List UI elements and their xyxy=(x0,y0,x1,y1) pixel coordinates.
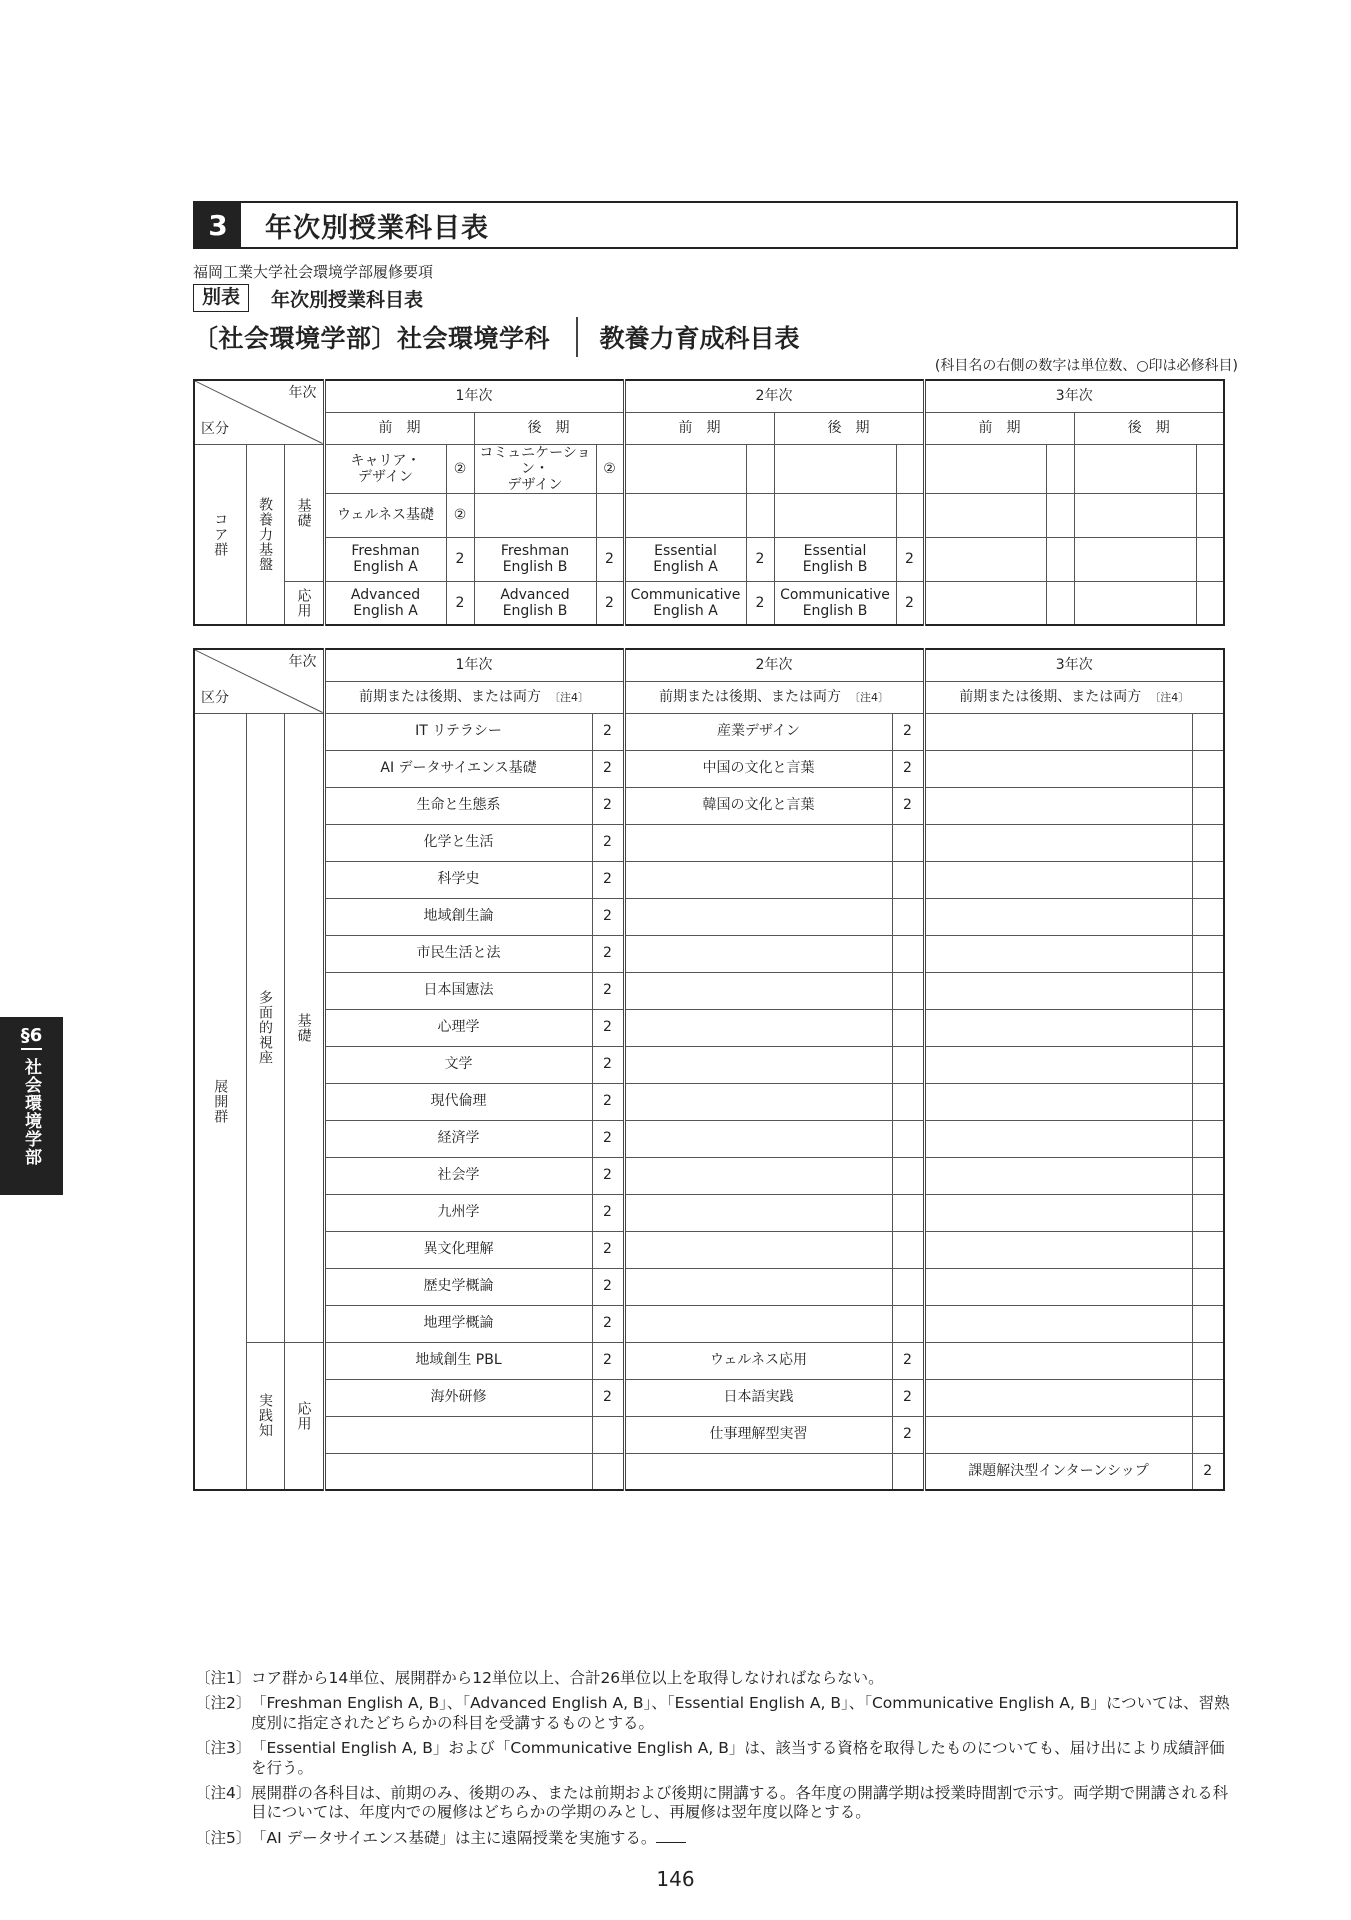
credit-cell xyxy=(892,824,924,861)
credit-cell xyxy=(1046,581,1074,625)
course-cell xyxy=(924,787,1192,824)
credit-cell xyxy=(892,1120,924,1157)
credit-cell xyxy=(746,493,774,537)
course-cell xyxy=(624,1268,892,1305)
credit-cell xyxy=(1192,861,1224,898)
credit-cell xyxy=(1192,1120,1224,1157)
course-cell xyxy=(1074,493,1196,537)
credit-cell: 2 xyxy=(592,824,624,861)
credit-cell: 2 xyxy=(592,1194,624,1231)
table-row xyxy=(194,1046,1224,1083)
credit-cell xyxy=(596,493,624,537)
credit-cell: 2 xyxy=(592,1083,624,1120)
course-cell xyxy=(924,972,1192,1009)
credit-cell: 2 xyxy=(592,1046,624,1083)
credit-cell: 2 xyxy=(1192,1453,1224,1490)
credit-cell: 2 xyxy=(896,537,924,581)
appendix-title: 年次別授業科目表 xyxy=(271,288,424,311)
credit-cell: 2 xyxy=(446,537,474,581)
credit-cell xyxy=(1192,750,1224,787)
table-row xyxy=(194,972,1224,1009)
course-cell: 地域創生 PBL xyxy=(324,1342,592,1379)
credit-cell xyxy=(892,1083,924,1120)
credit-cell xyxy=(1196,444,1224,493)
note-item xyxy=(195,1829,1235,1848)
course-cell: 歴史学概論 xyxy=(324,1268,592,1305)
credit-cell xyxy=(1192,1157,1224,1194)
year-label: 年次 xyxy=(288,385,317,401)
table-row xyxy=(194,1268,1224,1305)
table-row xyxy=(194,1009,1224,1046)
course-cell: Communicative English B xyxy=(774,581,896,625)
course-cell: Essential English A xyxy=(624,537,746,581)
course-cell xyxy=(924,1083,1192,1120)
course-cell xyxy=(924,493,1046,537)
table-row xyxy=(194,787,1224,824)
credit-cell xyxy=(1046,444,1074,493)
course-cell: ウェルネス基礎 xyxy=(324,493,446,537)
credit-cell: 2 xyxy=(592,972,624,1009)
credit-cell xyxy=(1196,493,1224,537)
credit-cell xyxy=(1192,935,1224,972)
course-cell: Freshman English A xyxy=(324,537,446,581)
course-cell: 韓国の文化と言葉 xyxy=(624,787,892,824)
course-cell xyxy=(324,1416,592,1453)
subgroup-label-multi-view: 多面的視座 xyxy=(246,713,284,1342)
term-header: 後 期 xyxy=(474,412,624,444)
course-cell xyxy=(924,1120,1192,1157)
type-label-applied: 応用 xyxy=(284,581,324,625)
course-cell xyxy=(1074,581,1196,625)
course-cell xyxy=(774,444,896,493)
credit-cell: ② xyxy=(596,444,624,493)
credit-cell: 2 xyxy=(896,581,924,625)
appendix-row xyxy=(193,284,423,312)
course-cell xyxy=(624,493,746,537)
credit-cell xyxy=(1192,1194,1224,1231)
credit-cell: 2 xyxy=(592,935,624,972)
course-cell: 市民生活と法 xyxy=(324,935,592,972)
course-cell xyxy=(774,493,896,537)
credit-cell xyxy=(1192,787,1224,824)
note-item xyxy=(195,1669,1235,1688)
subgroup-label-liberal-base: 教養力基盤 xyxy=(246,444,284,625)
note-text: 「Freshman English A, B」、「Advanced English A, B」、「Essential English A, B」、「Communicative English A, B」については、習熟度別に指定されたどちらかの科目を受講するものとする。 xyxy=(251,1694,1230,1732)
appendix-label: 別表 xyxy=(193,284,249,312)
table-row xyxy=(194,861,1224,898)
department-title: 〔社会環境学部〕社会環境学科 xyxy=(193,324,551,353)
group-label-core: コア群 xyxy=(194,444,246,625)
course-cell: 化学と生活 xyxy=(324,824,592,861)
course-cell: 課題解決型インターンシップ xyxy=(924,1453,1192,1490)
credit-cell: 2 xyxy=(592,1009,624,1046)
note-label: 〔注5〕 xyxy=(195,1828,252,1847)
course-cell xyxy=(1074,537,1196,581)
course-cell xyxy=(324,1453,592,1490)
note-label: 〔注2〕 xyxy=(195,1694,252,1713)
credit-cell: 2 xyxy=(592,1157,624,1194)
credit-cell xyxy=(892,1231,924,1268)
course-cell: キャリア・ デザイン xyxy=(324,444,446,493)
course-cell: Freshman English B xyxy=(474,537,596,581)
corner-header-cell xyxy=(194,380,324,444)
credit-cell xyxy=(892,1305,924,1342)
section-title: 年次別授業科目表 xyxy=(265,212,489,244)
note-label: 〔注4〕 xyxy=(195,1783,252,1802)
course-cell xyxy=(924,1046,1192,1083)
credit-cell xyxy=(892,1268,924,1305)
course-cell xyxy=(924,1009,1192,1046)
credit-cell xyxy=(896,444,924,493)
credit-cell xyxy=(1192,1231,1224,1268)
core-group-table xyxy=(193,379,1225,626)
course-cell: ウェルネス応用 xyxy=(624,1342,892,1379)
credit-cell xyxy=(1192,1268,1224,1305)
credit-cell: 2 xyxy=(746,537,774,581)
year1-header: 1年次 xyxy=(324,649,624,681)
table-row xyxy=(194,1453,1224,1490)
note-text: 「Essential English A, B」および「Communicative English A, B」は、該当する資格を取得したものについても、届け出により成績評価を行う。 xyxy=(251,1739,1225,1777)
type-label-basic: 基礎 xyxy=(284,444,324,581)
course-cell xyxy=(624,1453,892,1490)
note-label: 〔注3〕 xyxy=(195,1739,252,1758)
section-side-tab[interactable] xyxy=(0,1017,63,1195)
table-row xyxy=(194,1416,1224,1453)
note-item xyxy=(195,1739,1235,1778)
course-cell xyxy=(624,1120,892,1157)
credit-cell xyxy=(1192,1083,1224,1120)
course-cell xyxy=(624,1157,892,1194)
note-underline xyxy=(656,1831,686,1843)
credit-cell: 2 xyxy=(892,1416,924,1453)
course-cell xyxy=(924,861,1192,898)
credit-cell xyxy=(1192,1046,1224,1083)
division-label: 区分 xyxy=(201,421,229,438)
course-cell xyxy=(924,1379,1192,1416)
term-header: 前期または後期、または両方 〔注4〕 xyxy=(624,681,924,713)
table-row xyxy=(194,898,1224,935)
table-row xyxy=(194,1305,1224,1342)
credit-cell xyxy=(892,1046,924,1083)
course-cell xyxy=(924,581,1046,625)
course-cell: Advanced English B xyxy=(474,581,596,625)
course-cell xyxy=(624,824,892,861)
credit-cell xyxy=(892,898,924,935)
course-cell: 生命と生態系 xyxy=(324,787,592,824)
course-cell xyxy=(624,1083,892,1120)
credit-cell: 2 xyxy=(892,787,924,824)
term-header: 後 期 xyxy=(1074,412,1224,444)
course-cell xyxy=(624,861,892,898)
credit-cell xyxy=(1192,898,1224,935)
credit-cell xyxy=(892,1157,924,1194)
credit-cell: 2 xyxy=(592,861,624,898)
course-cell xyxy=(624,444,746,493)
credit-cell xyxy=(1192,824,1224,861)
credit-cell: 2 xyxy=(592,713,624,750)
credit-cell xyxy=(592,1453,624,1490)
course-cell: 科学史 xyxy=(324,861,592,898)
credit-cell xyxy=(1046,493,1074,537)
credit-cell xyxy=(892,935,924,972)
course-cell xyxy=(924,1231,1192,1268)
note-text: 「AI データサイエンス基礎」は主に遠隔授業を実施する。 xyxy=(251,1829,1235,1848)
table-row xyxy=(194,1194,1224,1231)
year3-header: 3年次 xyxy=(924,649,1224,681)
credit-cell xyxy=(892,1009,924,1046)
note-text: コア群から14単位、展開群から12単位以上、合計26単位以上を取得しなければならない。 xyxy=(251,1669,884,1687)
credit-cell: 2 xyxy=(892,713,924,750)
credit-cell: 2 xyxy=(892,1379,924,1416)
course-cell xyxy=(624,1305,892,1342)
table-row xyxy=(194,1083,1224,1120)
term-header: 前 期 xyxy=(324,412,474,444)
note-label: 〔注1〕 xyxy=(195,1669,252,1687)
note-item xyxy=(195,1694,1235,1733)
course-cell xyxy=(924,1157,1192,1194)
section-header xyxy=(193,201,1238,249)
credit-cell xyxy=(892,1453,924,1490)
group-label-development: 展開群 xyxy=(194,713,246,1490)
table-row xyxy=(194,713,1224,750)
course-cell xyxy=(924,824,1192,861)
department-row xyxy=(193,316,800,358)
note-item xyxy=(195,1784,1235,1823)
year2-header: 2年次 xyxy=(624,649,924,681)
course-cell: 中国の文化と言葉 xyxy=(624,750,892,787)
course-cell: IT リテラシー xyxy=(324,713,592,750)
credit-cell xyxy=(1192,1342,1224,1379)
credit-cell xyxy=(1192,972,1224,1009)
course-cell: 産業デザイン xyxy=(624,713,892,750)
credit-cell xyxy=(896,493,924,537)
course-cell: 海外研修 xyxy=(324,1379,592,1416)
course-cell xyxy=(624,1231,892,1268)
credit-cell xyxy=(746,444,774,493)
type-label-basic: 基礎 xyxy=(284,713,324,1342)
course-cell: 地域創生論 xyxy=(324,898,592,935)
table-row xyxy=(194,935,1224,972)
credit-cell: 2 xyxy=(592,787,624,824)
year2-header: 2年次 xyxy=(624,380,924,412)
credit-cell: 2 xyxy=(592,1305,624,1342)
title-divider xyxy=(576,317,578,357)
year3-header: 3年次 xyxy=(924,380,1224,412)
credit-cell: 2 xyxy=(596,537,624,581)
term-header: 前期または後期、または両方 〔注4〕 xyxy=(924,681,1224,713)
section-number: 3 xyxy=(195,203,241,247)
credit-cell: 2 xyxy=(592,898,624,935)
course-cell: 仕事理解型実習 xyxy=(624,1416,892,1453)
course-cell xyxy=(924,1342,1192,1379)
note-text: 展開群の各科目は、前期のみ、後期のみ、または前期および後期に開講する。各年度の開講学期は授業時間割で示す。両学期で開講される科目については、年度内での履修はどちらかの学期のみとし、再履修は翌年度以降とする。 xyxy=(251,1783,1229,1822)
course-cell xyxy=(924,1194,1192,1231)
course-cell xyxy=(624,1046,892,1083)
legend-note: (科目名の右側の数字は単位数、○印は必修科目) xyxy=(934,358,1238,374)
subgroup-label-practical: 実践知 xyxy=(246,1342,284,1490)
course-cell: 日本語実践 xyxy=(624,1379,892,1416)
term-header: 後 期 xyxy=(774,412,924,444)
credit-cell xyxy=(1046,537,1074,581)
course-cell xyxy=(1074,444,1196,493)
course-cell xyxy=(624,1009,892,1046)
credit-cell xyxy=(892,861,924,898)
course-cell: 九州学 xyxy=(324,1194,592,1231)
course-cell xyxy=(924,713,1192,750)
course-cell xyxy=(924,1416,1192,1453)
term-header: 前 期 xyxy=(924,412,1074,444)
credit-cell xyxy=(1192,713,1224,750)
course-cell xyxy=(924,1268,1192,1305)
credit-cell xyxy=(592,1416,624,1453)
credit-cell xyxy=(892,972,924,1009)
course-cell xyxy=(924,898,1192,935)
credit-cell xyxy=(1192,1009,1224,1046)
course-cell: 経済学 xyxy=(324,1120,592,1157)
course-category-title: 教養力育成科目表 xyxy=(599,324,800,353)
credit-cell xyxy=(1192,1379,1224,1416)
division-label: 区分 xyxy=(201,690,229,707)
credit-cell: 2 xyxy=(746,581,774,625)
doc-subtitle: 福岡工業大学社会環境学部履修要項 xyxy=(193,263,434,281)
course-cell xyxy=(924,537,1046,581)
credit-cell: 2 xyxy=(892,750,924,787)
credit-cell: 2 xyxy=(596,581,624,625)
course-cell xyxy=(924,1305,1192,1342)
credit-cell xyxy=(892,1194,924,1231)
table-row xyxy=(194,1157,1224,1194)
page-number: 146 xyxy=(656,1867,695,1891)
course-cell xyxy=(924,444,1046,493)
side-tab-number: §6 xyxy=(21,1025,43,1050)
term-header: 前 期 xyxy=(624,412,774,444)
term-header: 前期または後期、または両方 〔注4〕 xyxy=(324,681,624,713)
table-row xyxy=(194,1231,1224,1268)
credit-cell: 2 xyxy=(592,1379,624,1416)
course-cell xyxy=(924,750,1192,787)
course-cell xyxy=(624,972,892,1009)
course-cell: 心理学 xyxy=(324,1009,592,1046)
course-cell: Essential English B xyxy=(774,537,896,581)
year1-header: 1年次 xyxy=(324,380,624,412)
course-cell: Advanced English A xyxy=(324,581,446,625)
credit-cell xyxy=(1192,1305,1224,1342)
course-cell xyxy=(474,493,596,537)
table-row xyxy=(194,750,1224,787)
credit-cell xyxy=(1196,537,1224,581)
credit-cell: 2 xyxy=(592,1120,624,1157)
credit-cell: 2 xyxy=(446,581,474,625)
credit-cell: 2 xyxy=(592,750,624,787)
course-cell xyxy=(624,1194,892,1231)
course-cell: 文学 xyxy=(324,1046,592,1083)
credit-cell: ② xyxy=(446,493,474,537)
credit-cell: 2 xyxy=(592,1231,624,1268)
course-cell: 社会学 xyxy=(324,1157,592,1194)
credit-cell: 2 xyxy=(892,1342,924,1379)
credit-cell: 2 xyxy=(592,1342,624,1379)
credit-cell: 2 xyxy=(592,1268,624,1305)
notes-section xyxy=(195,1669,1235,1854)
course-cell: AI データサイエンス基礎 xyxy=(324,750,592,787)
course-cell: 日本国憲法 xyxy=(324,972,592,1009)
table-row xyxy=(194,824,1224,861)
credit-cell xyxy=(1192,1416,1224,1453)
credit-cell: ② xyxy=(446,444,474,493)
course-cell xyxy=(624,935,892,972)
development-group-table xyxy=(193,648,1225,1491)
table-row xyxy=(194,1342,1224,1379)
year-label: 年次 xyxy=(288,654,317,670)
course-cell: 現代倫理 xyxy=(324,1083,592,1120)
course-cell xyxy=(924,935,1192,972)
course-cell: コミュニケーション・ デザイン xyxy=(474,444,596,493)
credit-cell xyxy=(1196,581,1224,625)
side-tab-label: 社会環境学部 xyxy=(21,1058,41,1166)
course-cell: 異文化理解 xyxy=(324,1231,592,1268)
course-cell: Communicative English A xyxy=(624,581,746,625)
corner-header-cell xyxy=(194,649,324,713)
table-row xyxy=(194,1120,1224,1157)
course-cell: 地理学概論 xyxy=(324,1305,592,1342)
table-row xyxy=(194,1379,1224,1416)
type-label-applied: 応用 xyxy=(284,1342,324,1490)
course-cell xyxy=(624,898,892,935)
